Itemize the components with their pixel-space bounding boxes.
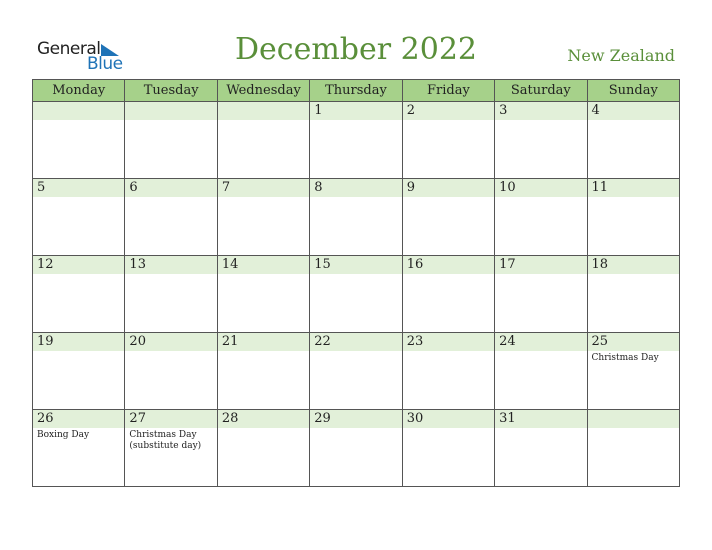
weekday-header: Saturday bbox=[495, 80, 587, 102]
day-number: 11 bbox=[588, 179, 679, 197]
calendar-day-cell bbox=[310, 256, 402, 333]
day-number: 13 bbox=[125, 256, 216, 274]
day-number bbox=[33, 102, 124, 120]
day-number: 28 bbox=[218, 410, 309, 428]
day-number: 2 bbox=[403, 102, 494, 120]
day-number: 14 bbox=[218, 256, 309, 274]
calendar-day-cell bbox=[33, 256, 125, 333]
calendar-day-cell bbox=[587, 256, 679, 333]
calendar-day-cell bbox=[587, 102, 679, 179]
day-number: 9 bbox=[403, 179, 494, 197]
day-number: 22 bbox=[310, 333, 401, 351]
weekday-header: Monday bbox=[33, 80, 125, 102]
calendar-day-cell bbox=[495, 410, 587, 487]
calendar-day-cell bbox=[217, 102, 309, 179]
weekday-header: Thursday bbox=[310, 80, 402, 102]
calendar-day-cell bbox=[33, 333, 125, 410]
weekday-header: Tuesday bbox=[125, 80, 217, 102]
calendar-day-cell bbox=[310, 333, 402, 410]
calendar-day-cell bbox=[587, 179, 679, 256]
day-number: 26 bbox=[33, 410, 124, 428]
calendar-day-cell bbox=[495, 333, 587, 410]
calendar-day-cell bbox=[587, 410, 679, 487]
calendar-day-cell bbox=[33, 102, 125, 179]
calendar-day-cell bbox=[125, 410, 217, 487]
calendar-grid bbox=[32, 79, 680, 487]
day-number: 12 bbox=[33, 256, 124, 274]
day-number: 5 bbox=[33, 179, 124, 197]
calendar-day-cell bbox=[217, 179, 309, 256]
calendar-week-row bbox=[33, 179, 680, 256]
day-number: 27 bbox=[125, 410, 216, 428]
calendar-day-cell bbox=[402, 102, 494, 179]
calendar-week-row bbox=[33, 410, 680, 487]
calendar-day-cell bbox=[310, 102, 402, 179]
calendar-week-row bbox=[33, 102, 680, 179]
holiday-label: Christmas Day (substitute day) bbox=[129, 430, 202, 451]
holiday-label: Boxing Day bbox=[37, 430, 90, 440]
calendar-day-cell bbox=[125, 333, 217, 410]
day-number: 29 bbox=[310, 410, 401, 428]
calendar-day-cell bbox=[217, 333, 309, 410]
day-number bbox=[218, 102, 309, 120]
country-label: New Zealand bbox=[567, 46, 675, 65]
day-number bbox=[125, 102, 216, 120]
weekday-header: Wednesday bbox=[217, 80, 309, 102]
day-number: 31 bbox=[495, 410, 586, 428]
weekday-header: Friday bbox=[402, 80, 494, 102]
calendar-day-cell bbox=[125, 102, 217, 179]
calendar-day-cell bbox=[495, 179, 587, 256]
day-number: 17 bbox=[495, 256, 586, 274]
day-number: 8 bbox=[310, 179, 401, 197]
day-number: 23 bbox=[403, 333, 494, 351]
calendar-day-cell bbox=[495, 102, 587, 179]
day-number: 4 bbox=[588, 102, 679, 120]
day-number bbox=[588, 410, 679, 428]
day-number: 20 bbox=[125, 333, 216, 351]
page-title: December 2022 bbox=[235, 32, 477, 67]
calendar-day-cell bbox=[402, 333, 494, 410]
day-number: 24 bbox=[495, 333, 586, 351]
calendar-day-cell bbox=[217, 410, 309, 487]
calendar-day-cell bbox=[587, 333, 679, 410]
day-number: 25 bbox=[588, 333, 679, 351]
calendar-day-cell bbox=[402, 179, 494, 256]
calendar-day-cell bbox=[33, 179, 125, 256]
weekday-header-row bbox=[33, 80, 680, 102]
day-number: 3 bbox=[495, 102, 586, 120]
day-number: 1 bbox=[310, 102, 401, 120]
logo-blue-text: Blue bbox=[87, 54, 123, 74]
calendar-week-row bbox=[33, 256, 680, 333]
calendar-day-cell bbox=[125, 179, 217, 256]
calendar-day-cell bbox=[402, 410, 494, 487]
calendar-day-cell bbox=[495, 256, 587, 333]
weekday-header: Sunday bbox=[587, 80, 679, 102]
day-number: 30 bbox=[403, 410, 494, 428]
day-number: 19 bbox=[33, 333, 124, 351]
calendar-day-cell bbox=[125, 256, 217, 333]
day-number: 18 bbox=[588, 256, 679, 274]
logo-general-text: General bbox=[37, 39, 101, 59]
day-number: 6 bbox=[125, 179, 216, 197]
calendar-day-cell bbox=[402, 256, 494, 333]
calendar-day-cell bbox=[310, 179, 402, 256]
calendar-day-cell bbox=[310, 410, 402, 487]
day-number: 7 bbox=[218, 179, 309, 197]
day-number: 10 bbox=[495, 179, 586, 197]
day-number: 15 bbox=[310, 256, 401, 274]
day-number: 16 bbox=[403, 256, 494, 274]
calendar-day-cell bbox=[33, 410, 125, 487]
calendar-day-cell bbox=[217, 256, 309, 333]
day-number: 21 bbox=[218, 333, 309, 351]
holiday-label: Christmas Day bbox=[591, 353, 659, 363]
calendar-week-row bbox=[33, 333, 680, 410]
